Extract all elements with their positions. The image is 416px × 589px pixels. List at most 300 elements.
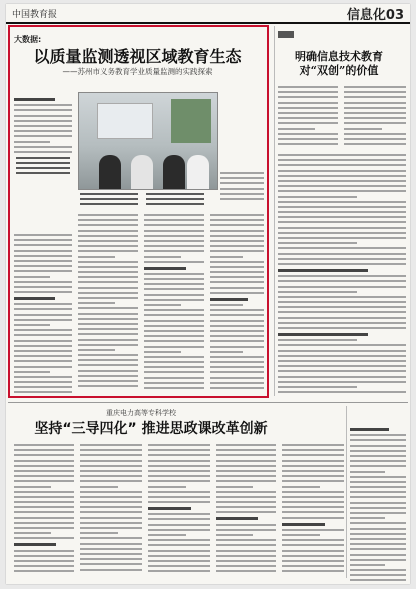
text-line (344, 117, 406, 119)
text-line (282, 506, 344, 508)
text-line (144, 294, 204, 296)
text-line (78, 250, 138, 252)
text-line (14, 265, 72, 267)
text-line (80, 501, 142, 503)
text-line (148, 480, 210, 482)
text-line (278, 128, 315, 130)
text-line (278, 317, 406, 319)
text-line (350, 579, 406, 581)
text-line (350, 559, 406, 561)
right-column-tag (278, 31, 294, 38)
text-line (144, 320, 204, 322)
text-line (210, 320, 264, 322)
text-line (216, 454, 276, 456)
text-line (144, 366, 204, 368)
text-line (282, 465, 344, 467)
text-line (14, 303, 72, 305)
bottom-body-col-5 (282, 444, 344, 576)
text-line (148, 449, 210, 451)
text-line (278, 269, 368, 272)
text-line (278, 344, 406, 346)
text-line (210, 271, 264, 273)
text-line (14, 527, 74, 529)
text-line (278, 386, 357, 388)
text-line (14, 475, 74, 477)
text-line (144, 314, 204, 316)
text-line (210, 371, 264, 373)
text-line (14, 250, 72, 252)
text-line (282, 550, 344, 552)
text-line (14, 496, 74, 498)
text-line (148, 460, 210, 462)
text-line (144, 299, 204, 301)
text-line (14, 244, 72, 246)
text-line (210, 266, 264, 268)
text-line (14, 444, 74, 446)
text-line (350, 450, 406, 452)
text-line (216, 501, 276, 503)
text-line (80, 543, 142, 545)
bottom-kicker: 重庆电力高等专科学校 (106, 409, 176, 417)
text-line (278, 216, 406, 218)
text-line (220, 172, 264, 174)
text-line (78, 224, 138, 226)
text-line (14, 366, 72, 368)
text-line (216, 550, 276, 552)
text-line (350, 476, 406, 478)
text-line (80, 558, 142, 560)
photo-person (99, 155, 121, 189)
text-line (278, 201, 406, 203)
text-line (80, 491, 142, 493)
text-line (144, 340, 204, 342)
text-line (278, 227, 406, 229)
text-line (278, 138, 338, 140)
text-line (216, 465, 276, 467)
text-line (80, 506, 142, 508)
text-line (278, 221, 406, 223)
text-line (216, 511, 276, 513)
right-body-col-3 (278, 154, 406, 396)
photo-person (163, 155, 185, 189)
text-line (350, 574, 406, 576)
text-line (278, 143, 338, 145)
text-line (282, 560, 344, 562)
text-line (216, 529, 276, 531)
text-line (80, 444, 142, 446)
text-line (80, 496, 142, 498)
text-line (350, 481, 406, 483)
feature-kicker: 大数据: (14, 35, 42, 44)
text-line (278, 322, 406, 324)
photo-person (187, 155, 209, 189)
text-line (210, 240, 264, 242)
text-line (278, 185, 406, 187)
text-line (14, 345, 72, 347)
text-line (350, 496, 406, 498)
text-line (210, 330, 264, 332)
text-line (144, 214, 204, 216)
text-line (148, 539, 210, 541)
text-line (78, 370, 138, 372)
bottom-body-col-4 (216, 444, 276, 576)
text-line (14, 465, 74, 467)
text-line (78, 219, 138, 221)
text-line (148, 491, 210, 493)
text-line (148, 570, 210, 572)
text-line (220, 177, 264, 179)
text-line (78, 344, 138, 346)
text-line (14, 565, 74, 567)
text-line (80, 532, 118, 534)
text-line (210, 287, 264, 289)
paper-logo: 中国教育报 (12, 10, 58, 20)
text-line (78, 318, 138, 320)
text-line (78, 328, 138, 330)
text-line (278, 258, 406, 260)
section-title: 信息化03 (346, 8, 404, 23)
text-line (210, 346, 264, 348)
feature-body-col-5 (210, 214, 264, 392)
text-line (14, 109, 72, 111)
text-line (216, 449, 276, 451)
text-line (14, 560, 74, 562)
feature-body-col-4 (144, 214, 204, 392)
text-line (148, 565, 210, 567)
text-line (278, 122, 338, 124)
text-line (216, 480, 276, 482)
text-line (350, 564, 385, 566)
text-line (350, 434, 406, 436)
text-line (78, 271, 138, 273)
text-line (278, 164, 406, 166)
masthead (6, 4, 410, 24)
text-line (78, 364, 138, 366)
text-line (78, 230, 138, 232)
text-line (350, 554, 406, 556)
text-line (14, 391, 72, 393)
text-line (14, 501, 74, 503)
text-line (210, 366, 264, 368)
text-line (14, 355, 72, 357)
text-line (14, 486, 51, 488)
text-line (14, 460, 74, 462)
text-line (216, 544, 276, 546)
text-line (350, 460, 406, 462)
text-line (278, 237, 406, 239)
text-line (216, 570, 276, 572)
text-line (350, 548, 406, 550)
text-line (14, 324, 50, 326)
text-line (78, 333, 138, 335)
feature-headline: 以质量监测透视区域教育生态 (33, 47, 242, 66)
text-line (350, 507, 406, 509)
text-line (14, 543, 56, 546)
text-line (14, 511, 74, 513)
text-line (14, 386, 72, 388)
text-line (278, 311, 406, 313)
text-line (216, 444, 276, 446)
text-line (350, 569, 406, 571)
text-line (78, 240, 138, 242)
text-line (278, 275, 406, 277)
text-line (210, 387, 264, 389)
text-line (146, 198, 204, 200)
text-line (210, 356, 264, 358)
text-line (282, 565, 344, 567)
text-line (80, 522, 142, 524)
text-line (216, 486, 253, 488)
text-line (350, 517, 385, 519)
text-line (278, 91, 338, 93)
text-line (278, 196, 357, 198)
text-line (350, 471, 385, 473)
text-line (14, 291, 72, 293)
text-line (16, 172, 70, 174)
text-line (282, 534, 320, 536)
text-line (278, 381, 406, 383)
text-line (148, 555, 210, 557)
text-line (78, 385, 138, 387)
text-line (278, 107, 338, 109)
text-line (278, 263, 406, 265)
text-line (144, 283, 204, 285)
text-line (148, 496, 210, 498)
text-line (278, 117, 338, 119)
text-line (144, 278, 204, 280)
pull-quote (144, 190, 206, 208)
feature-body-col-1 (14, 94, 72, 156)
text-line (344, 107, 406, 109)
text-line (144, 256, 181, 258)
text-line (278, 327, 406, 329)
text-line (80, 454, 142, 456)
text-line (282, 544, 344, 546)
text-line (14, 506, 74, 508)
text-line (78, 359, 138, 361)
text-line (78, 261, 138, 263)
text-line (210, 361, 264, 363)
text-line (14, 360, 72, 362)
text-line (80, 548, 142, 550)
text-line (278, 360, 406, 362)
text-line (282, 555, 344, 557)
text-line (80, 470, 142, 472)
text-line (216, 496, 276, 498)
text-line (14, 522, 74, 524)
text-line (216, 539, 276, 541)
text-line (344, 143, 406, 145)
text-line (210, 335, 264, 337)
text-line (78, 235, 138, 237)
text-line (282, 511, 344, 513)
pull-quote (78, 190, 140, 208)
text-line (278, 253, 406, 255)
text-line (148, 444, 210, 446)
text-line (14, 550, 74, 552)
text-line (14, 570, 74, 572)
text-line (148, 465, 210, 467)
text-line (344, 96, 406, 98)
text-line (78, 380, 138, 382)
text-line (148, 529, 210, 531)
text-line (78, 245, 138, 247)
text-line (14, 297, 55, 300)
text-line (148, 454, 210, 456)
text-line (14, 319, 72, 321)
text-line (216, 491, 276, 493)
text-line (78, 256, 115, 258)
text-line (14, 329, 72, 331)
text-line (144, 309, 204, 311)
text-line (216, 524, 276, 526)
text-line (146, 193, 204, 195)
text-line (144, 267, 186, 270)
text-line (14, 146, 72, 148)
text-line (14, 334, 72, 336)
pull-quote (14, 154, 72, 177)
text-line (278, 190, 406, 192)
text-line (16, 157, 70, 159)
text-line (78, 302, 115, 304)
text-line (148, 518, 210, 520)
text-line (350, 428, 389, 431)
text-line (210, 309, 264, 311)
text-line (78, 349, 115, 351)
text-line (144, 382, 204, 384)
text-line (144, 304, 181, 306)
section-rule (8, 402, 408, 403)
text-line (80, 537, 142, 539)
text-line (144, 224, 204, 226)
text-line (282, 517, 344, 519)
text-line (78, 339, 138, 341)
text-line (282, 480, 344, 482)
text-line (278, 86, 338, 88)
text-line (210, 304, 243, 306)
text-line (216, 460, 276, 462)
text-line (278, 247, 406, 249)
text-line (278, 242, 357, 244)
text-line (344, 138, 406, 140)
text-line (148, 475, 210, 477)
photo-window (171, 99, 211, 143)
text-line (14, 491, 74, 493)
text-line (14, 470, 74, 472)
text-line (14, 104, 72, 106)
right-headline (272, 50, 406, 78)
text-line (278, 232, 406, 234)
text-line (144, 245, 204, 247)
text-line (278, 296, 406, 298)
text-line (148, 501, 210, 503)
text-line (14, 276, 50, 278)
text-line (282, 475, 344, 477)
text-line (80, 553, 142, 555)
text-line (282, 491, 344, 493)
text-line (78, 307, 138, 309)
text-line (144, 240, 204, 242)
text-line (220, 198, 264, 200)
text-line (144, 288, 204, 290)
text-line (282, 496, 344, 498)
text-line (278, 96, 338, 98)
text-line (278, 370, 406, 372)
text-line (144, 387, 204, 389)
text-line (220, 188, 264, 190)
text-line (278, 376, 406, 378)
text-line (282, 539, 344, 541)
text-line (278, 211, 406, 213)
text-line (78, 287, 138, 289)
text-line (216, 506, 276, 508)
text-line (14, 130, 72, 132)
text-line (144, 330, 204, 332)
text-line (144, 356, 204, 358)
text-line (14, 480, 74, 482)
text-line (278, 391, 406, 393)
bottom-headline: 坚持“三导四化” 推进思政课改革创新 (34, 421, 268, 437)
text-line (278, 286, 406, 288)
text-line (14, 120, 72, 122)
text-line (282, 444, 344, 446)
text-line (210, 351, 243, 353)
text-line (344, 122, 406, 124)
right-body-col-1 (278, 86, 338, 148)
text-line (210, 214, 264, 216)
text-line (78, 354, 138, 356)
text-line (278, 112, 338, 114)
text-line (210, 261, 264, 263)
text-line (14, 151, 72, 153)
text-line (14, 517, 74, 519)
text-line (148, 486, 186, 488)
text-line (278, 102, 338, 104)
text-line (350, 455, 406, 457)
text-line (148, 507, 191, 510)
text-line (78, 323, 138, 325)
column-divider (346, 406, 347, 578)
text-line (350, 522, 406, 524)
text-line (216, 534, 253, 536)
text-line (344, 128, 382, 130)
text-line (14, 449, 74, 451)
text-line (210, 314, 264, 316)
text-line (350, 543, 406, 545)
text-line (144, 361, 204, 363)
text-line (14, 340, 72, 342)
text-line (282, 449, 344, 451)
text-line (144, 325, 204, 327)
text-line (148, 544, 210, 546)
text-line (210, 292, 264, 294)
text-line (282, 570, 344, 572)
text-line (278, 339, 357, 341)
text-line (16, 162, 70, 164)
text-line (80, 511, 142, 513)
text-line (148, 550, 210, 552)
text-line (14, 350, 72, 352)
text-line (14, 532, 51, 534)
text-line (350, 528, 406, 530)
text-line (210, 325, 264, 327)
text-line (344, 91, 406, 93)
text-line (148, 560, 210, 562)
text-line (144, 219, 204, 221)
text-line (14, 98, 55, 101)
text-line (78, 266, 138, 268)
text-line (278, 350, 406, 352)
